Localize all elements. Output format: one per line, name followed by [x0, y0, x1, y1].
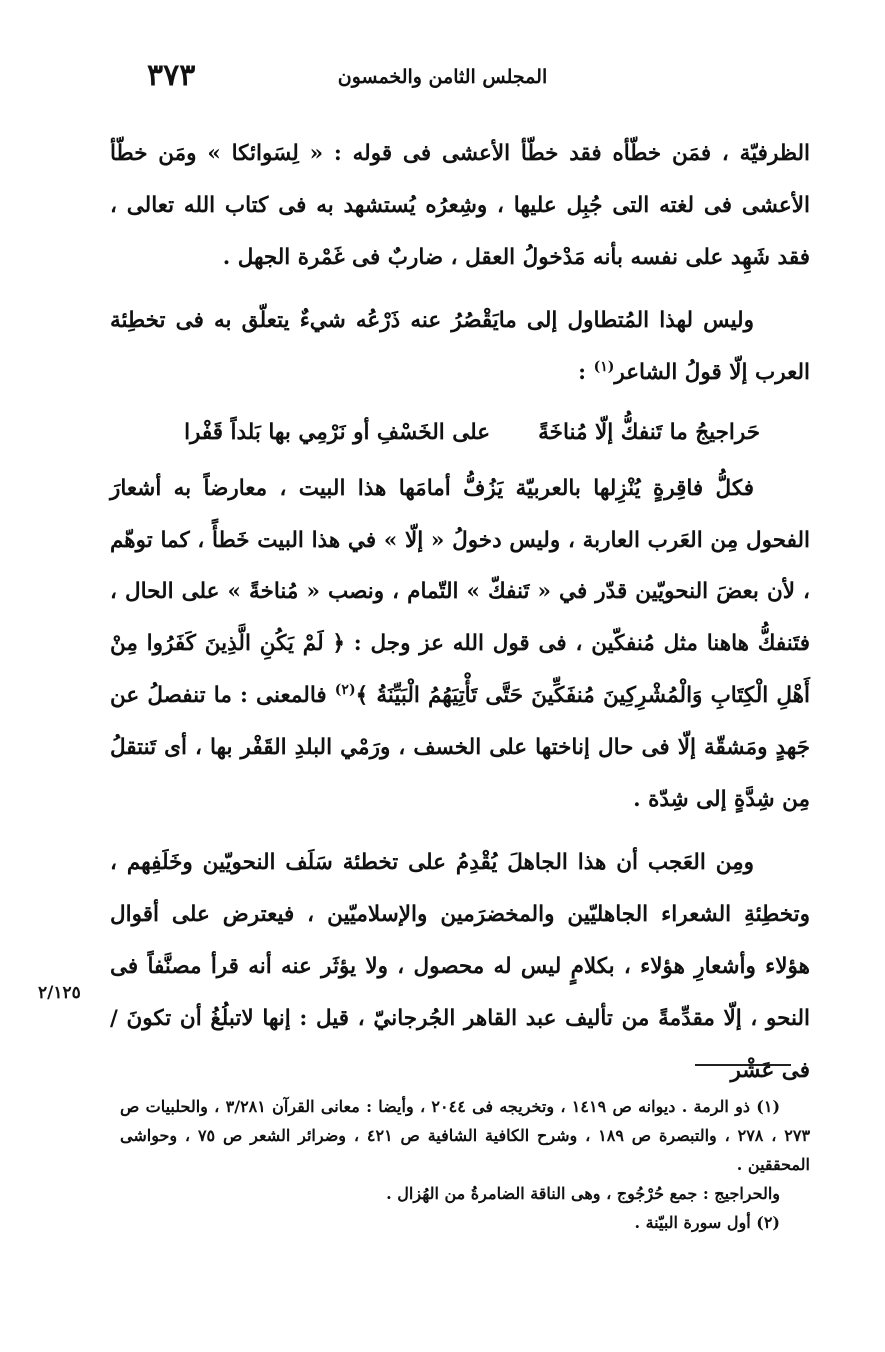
footnote-1: (١) ذو الرمة . ديوانه ص ١٤١٩ ، وتخريجه فى ٢٠٤٤ ، وأيضا : معانى القرآن ٣/٢٨١ ، والحلبيات ص ٢٧٣ ، ٢٧٨ ، والتبصرة ص ١٨٩ ، وشرح الكافية الشافية ص ٤٢١ ، وضرائر الشعر ص ٧٥ ، وحواشى المحققين .	[120, 1097, 811, 1174]
footnote-1-gloss: والحراجيج : جمع حُرْجُوج ، وهى الناقة الضامرةُ من الهُزال .	[386, 1184, 780, 1203]
poetry-verse	[110, 407, 810, 459]
footnotes	[120, 1092, 810, 1237]
page-header	[0, 52, 885, 96]
footnote-2: (٢) أول سورة البيّنة .	[634, 1213, 780, 1232]
paragraph-2-end: :	[578, 360, 594, 386]
verse-hemistich-2: على الخَسْفِ أو نَرْمِي بها بَلداً قَفْرا	[184, 419, 491, 445]
footnote-marker-2: (٢)	[334, 681, 356, 698]
paragraph-1: الظرفيّة ، فمَن خطّأه فقد خطّأ الأعشى فى قوله : « لِسَوائكا » ومَن خطّأ الأعشى فى لغته التى جُبِل عليها ، وشِعرُه يُستشهد به فى كتاب الله تعالى ، فقد شَهِد على نفسه بأنه مَدْخولُ العقل ، ضاربٌ فى غَمْرة الجهل .	[110, 141, 810, 270]
running-title: المجلس الثامن والخمسون	[337, 66, 548, 88]
footnote-divider	[695, 1064, 791, 1066]
paragraph-2-text: وليس لهذا المُتطاول إلى مايَقْصُرُ عنه ذَرْعُه شيءٌ يتعلّق به فى تخطِئة العرب إلّا قولُ الشاعر	[110, 308, 810, 386]
verse-hemistich-1: حَراجيجُ ما تَنفكُّ إلّا مُناخَةً	[538, 419, 760, 445]
margin-reference: ٢/١٢٥	[38, 983, 81, 1003]
paragraph-3-text: فكلُّ فاقِرةٍ يُنْزِلها بالعربيّة يَزُفُّ أمامَها هذا البيت ، معارضاً به أشعارَ الفحول مِن العَرب العاربة ، وليس دخولُ « إلّا » في هذا البيت خَطأً ، كما توهّم ، لأن بعضَ النحويّين قدّر في « تَنفكّ » التّمام ، ونصب « مُناخةً » على الحال ، فتَنفكُّ هاهنا مثل مُنفكّين ، فى قول الله عز وجل : ﴿ لَمْ يَكُنِ الَّذِينَ كَفَرُوا مِنْ أَهْلِ الْكِتَابِ وَالْمُشْرِكِينَ مُنفَكِّينَ حَتَّى تَأْتِيَهُمُ الْبَيِّنَةُ ﴾	[110, 475, 810, 708]
footnote-marker-1: (١)	[593, 359, 615, 376]
paragraph-4: ومِن العَجب أن هذا الجاهلَ يُقْدِمُ على تخطئة سَلَف النحويّين وخَلَفِهم ، وتخطِئةِ الشعراء الجاهليّين والمخضرَمين والإسلاميّين ، فيعترض على أقوال هؤلاء وأشعارِ هؤلاء ، بكلامٍ ليس له محصول ، ولا يؤثَر عنه أنه قرأ مصنَّفاً فى النحو ، إلّا مقدِّمةً من تأليف عبد القاهر الجُرجانيّ ، قيل : إنها لاتبلُغُ أن تكونَ / فى عَشْر	[110, 850, 810, 1083]
page-number: ٣٧٣	[147, 58, 196, 93]
paragraph-2	[110, 295, 810, 399]
main-text	[110, 128, 810, 1096]
paragraph-3	[110, 463, 810, 826]
paragraph-3-rest: فالمعنى : ما تنفصلُ عن جَهدٍ ومَشقّة إلّا فى حال إناختها على الخسف ، ورَمْي البلدِ القَفْر بها ، أى تَنتقلُ مِن شِدَّةٍ إلى شِدّة .	[110, 682, 810, 812]
